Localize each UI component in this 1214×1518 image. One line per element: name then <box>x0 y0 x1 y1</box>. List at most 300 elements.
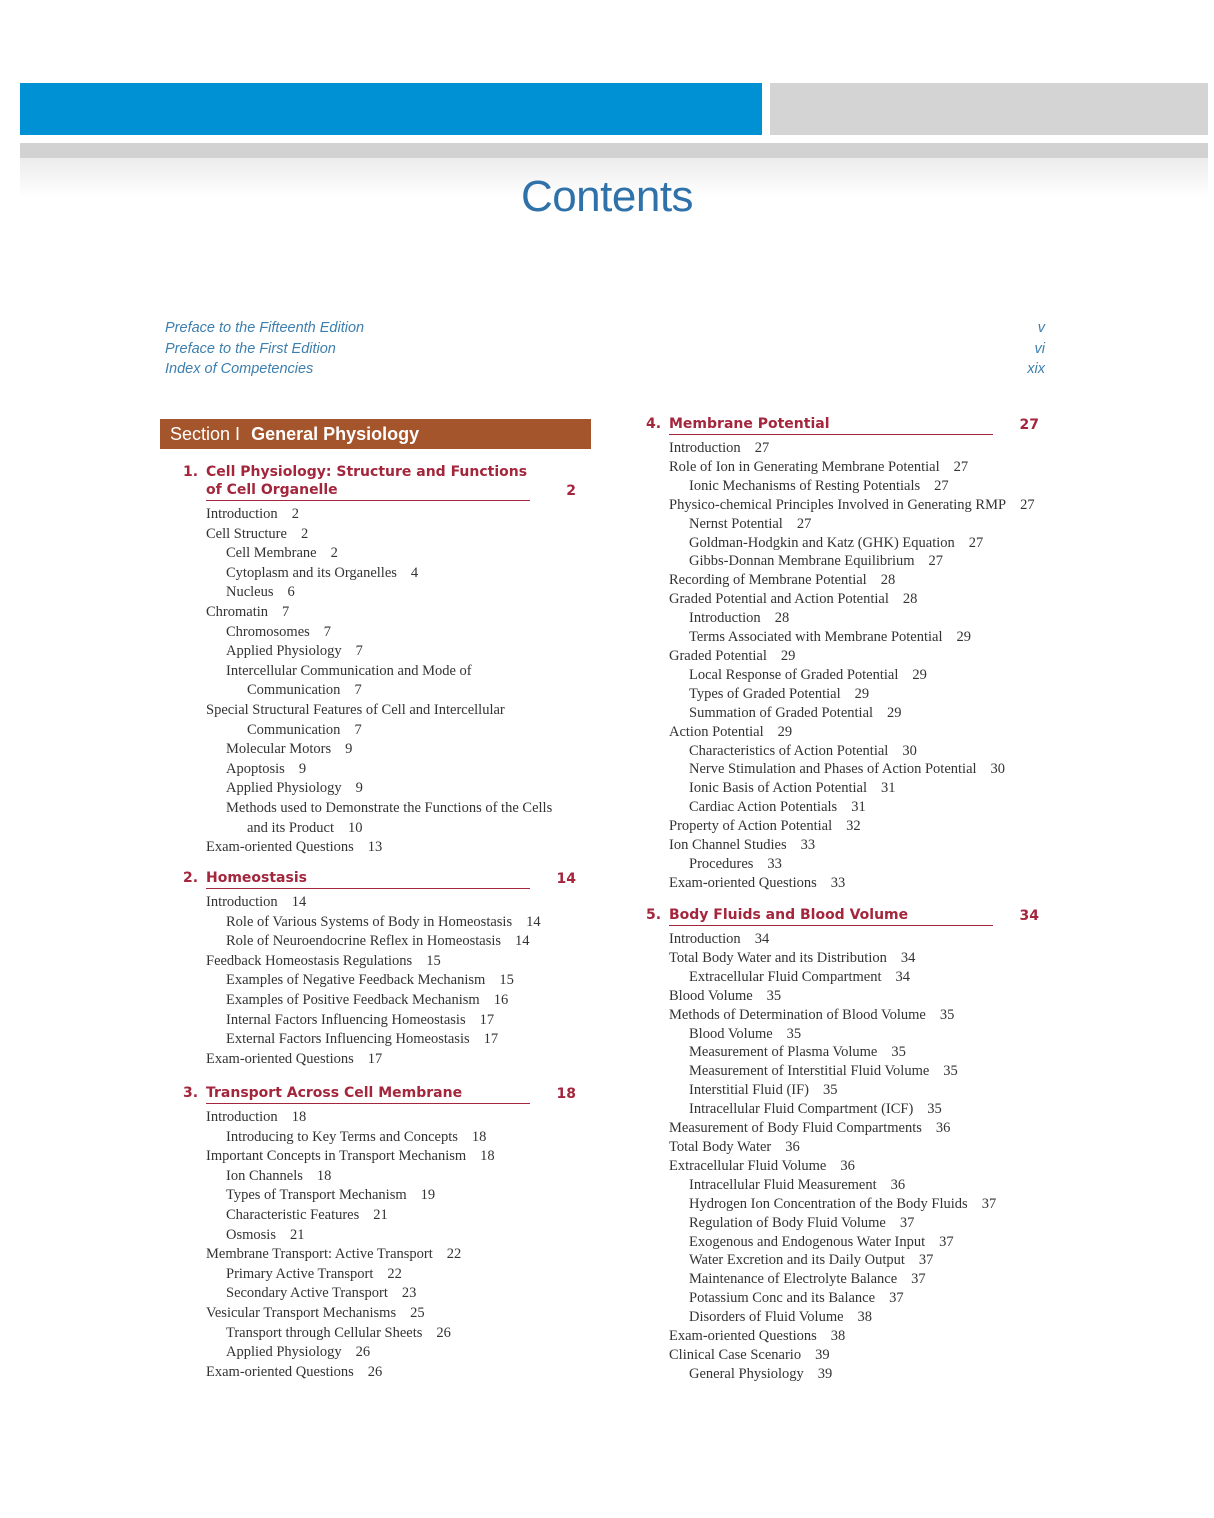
toc-entry-text: Disorders of Fluid Volume <box>689 1309 844 1326</box>
toc-entry-text: Introducing to Key Terms and Concepts <box>226 1128 458 1145</box>
toc-entry-page: 15 <box>426 952 441 969</box>
toc-entry[interactable] <box>669 930 993 949</box>
toc-entry-text: Recording of Membrane Potential <box>669 572 867 589</box>
toc-entry[interactable] <box>206 583 530 603</box>
toc-entry[interactable] <box>206 1226 530 1246</box>
toc-entry-page: 27 <box>928 553 944 570</box>
toc-entry-text: Introduction <box>689 610 761 627</box>
toc-entry-page: 26 <box>355 1344 371 1361</box>
toc-entry-text: Introduction <box>669 440 741 456</box>
toc-entry[interactable] <box>206 1011 530 1031</box>
toc-entry[interactable] <box>669 571 993 590</box>
toc-entry-page: 38 <box>857 1309 873 1326</box>
toc-entry-page: 17 <box>479 1011 495 1028</box>
toc-entry-page: 29 <box>854 685 870 702</box>
toc-entry[interactable] <box>669 836 993 855</box>
toc-entry[interactable] <box>206 838 530 858</box>
toc-entry-page: 22 <box>446 1246 462 1263</box>
toc-entry-text: Chromosomes <box>226 623 310 640</box>
toc-entry[interactable] <box>669 1346 993 1365</box>
chapter-page: 27 <box>1019 417 1039 433</box>
front-matter-page: v <box>1037 320 1045 336</box>
toc-entry[interactable] <box>669 798 993 817</box>
toc-entry-page: 7 <box>354 682 362 699</box>
toc-entry-text: Gibbs-Donnan Membrane Equilibrium <box>689 553 915 570</box>
toc-entry-page: 34 <box>895 968 910 985</box>
toc-entry-page: 9 <box>298 760 307 777</box>
toc-entry-text: Osmosis <box>226 1226 276 1243</box>
toc-entry-text: Summation of Graded Potential <box>689 704 874 721</box>
header-strip <box>20 143 1208 158</box>
toc-entry-page: 27 <box>968 534 984 551</box>
chapter-1 <box>183 463 576 858</box>
toc-entry[interactable] <box>669 609 993 628</box>
chapter-entries <box>206 1108 530 1382</box>
toc-entry[interactable] <box>206 1245 530 1265</box>
toc-entry-text: Property of Action Potential <box>669 818 833 835</box>
toc-entry-text: Potassium Conc and its Balance <box>689 1290 876 1307</box>
toc-entry[interactable] <box>206 971 530 991</box>
chapter-page: 18 <box>556 1086 576 1102</box>
toc-entry-text: Blood Volume <box>689 1025 773 1042</box>
toc-entry[interactable] <box>669 817 993 836</box>
toc-entry-page: 34 <box>900 949 916 966</box>
toc-entry-continued[interactable] <box>206 681 530 701</box>
toc-entry-page: 31 <box>851 799 866 816</box>
toc-entry[interactable] <box>669 1025 993 1044</box>
toc-entry-text: Ion Channels <box>226 1167 303 1184</box>
toc-entry-page: 14 <box>515 933 530 950</box>
toc-entry-page: 37 <box>889 1290 904 1307</box>
chapter-heading[interactable] <box>646 415 1039 435</box>
toc-entry-page: 37 <box>939 1233 954 1250</box>
toc-entry-page: 36 <box>935 1120 951 1137</box>
toc-entry-page: 7 <box>355 643 363 660</box>
toc-entry-page: 38 <box>830 1328 846 1345</box>
toc-entry-text: Intracellular Fluid Compartment (ICF) <box>689 1101 914 1118</box>
chapter-entries <box>206 893 541 1069</box>
toc-entry-page: 13 <box>367 839 383 856</box>
toc-entry[interactable] <box>669 628 993 647</box>
toc-entry-page: 17 <box>367 1050 383 1067</box>
chapter-title <box>669 415 993 435</box>
front-matter-page: vi <box>1034 341 1045 357</box>
toc-entry-text: Membrane Transport: Active Transport <box>206 1246 433 1263</box>
toc-entry-text: Examples of Negative Feedback Mechanism <box>226 972 486 989</box>
toc-entry-page: 14 <box>291 894 307 910</box>
toc-entry-text: Types of Transport Mechanism <box>226 1187 407 1204</box>
toc-entry-text: Introduction <box>206 1109 278 1125</box>
toc-entry-page: 33 <box>800 837 816 854</box>
toc-entry-page: 35 <box>927 1101 942 1118</box>
toc-entry[interactable] <box>669 1327 993 1346</box>
toc-entry-page: 6 <box>287 584 295 601</box>
toc-entry-text: Regulation of Body Fluid Volume <box>689 1214 886 1231</box>
toc-entry-text: Examples of Positive Feedback Mechanism <box>226 991 480 1008</box>
toc-entry-page: 27 <box>754 440 770 456</box>
toc-entry-text: Transport through Cellular Sheets <box>226 1324 423 1341</box>
chapter-number: 4. <box>646 416 662 432</box>
toc-entry-page: 9 <box>355 780 363 797</box>
toc-entry[interactable] <box>669 1100 993 1119</box>
toc-entry-page: 35 <box>786 1025 802 1042</box>
toc-entry[interactable] <box>669 458 993 477</box>
toc-entry-text: Physico-chemical Principles Involved in Generating RMP <box>669 496 1007 513</box>
toc-entry-page: 39 <box>815 1346 830 1363</box>
toc-entry[interactable] <box>669 1119 993 1138</box>
toc-entry[interactable] <box>206 1206 530 1226</box>
toc-entry-text: Exam-oriented Questions <box>206 1363 354 1380</box>
toc-entry-page: 30 <box>990 761 1006 778</box>
toc-entry[interactable] <box>206 544 530 564</box>
toc-entry-text: Introduction <box>206 894 278 910</box>
toc-entry[interactable] <box>669 534 993 553</box>
toc-entry-text: Ionic Basis of Action Potential <box>689 780 868 797</box>
toc-entry[interactable] <box>669 1270 993 1289</box>
chapter-title <box>206 1084 530 1104</box>
toc-entry[interactable] <box>206 1186 530 1206</box>
front-matter-label: Index of Competencies <box>165 361 314 377</box>
toc-entry-text: Total Body Water and its Distribution <box>669 949 887 966</box>
toc-entry[interactable] <box>206 1050 530 1070</box>
toc-entry[interactable] <box>206 740 530 760</box>
chapter-page: 2 <box>566 483 576 499</box>
front-matter-item[interactable] <box>165 320 1045 336</box>
chapter-number: 2. <box>183 870 199 886</box>
chapter-title-line: Cell Physiology: Structure and Functions <box>206 464 528 480</box>
toc-entry-page: 29 <box>956 629 971 646</box>
toc-entry[interactable] <box>206 564 530 584</box>
toc-entry[interactable] <box>669 968 993 987</box>
toc-entry-page: 36 <box>890 1176 906 1193</box>
toc-entry-text: Molecular Motors <box>226 741 332 758</box>
toc-entry-text: Cell Membrane <box>226 545 317 562</box>
chapter-title-line: Membrane Potential <box>669 416 830 432</box>
toc-entry[interactable] <box>669 949 993 968</box>
chapter-title-line: Homeostasis <box>206 870 307 886</box>
front-matter-label: Preface to the First Edition <box>165 341 336 357</box>
toc-entry-page: 2 <box>300 525 309 542</box>
toc-entry-text: Role of Various Systems of Body in Homeostasis <box>226 913 513 930</box>
toc-entry[interactable] <box>206 642 530 662</box>
toc-entry-text: Communication <box>247 721 341 738</box>
toc-entry[interactable] <box>206 505 530 525</box>
section-label: Section I <box>170 424 241 444</box>
toc-entry-text: Local Response of Graded Potential <box>689 666 899 683</box>
toc-entry-text: Methods of Determination of Blood Volume <box>669 1006 926 1023</box>
toc-entry[interactable] <box>669 1365 993 1384</box>
toc-entry-page: 2 <box>330 545 338 562</box>
toc-entry-text: Ion Channel Studies <box>669 837 787 854</box>
toc-entry[interactable] <box>206 1108 530 1128</box>
toc-entry-text: Extracellular Fluid Volume <box>669 1157 827 1174</box>
page-title: Contents <box>520 172 694 221</box>
toc-entry[interactable] <box>669 760 1006 779</box>
toc-entry[interactable] <box>669 1176 993 1195</box>
toc-entry-page: 36 <box>840 1157 855 1174</box>
toc-entry-text: Applied Physiology <box>226 1344 342 1361</box>
toc-entry[interactable] <box>206 1284 530 1304</box>
toc-entry[interactable] <box>206 1147 530 1167</box>
toc-entry-text: Introduction <box>669 931 741 947</box>
toc-entry-text: Types of Graded Potential <box>689 685 841 702</box>
toc-entry-page: 27 <box>934 477 949 494</box>
toc-entry-text: Feedback Homeostasis Regulations <box>206 952 413 969</box>
toc-entry-text: Primary Active Transport <box>226 1265 374 1282</box>
toc-entry[interactable] <box>669 685 993 704</box>
toc-entry[interactable] <box>206 1363 530 1383</box>
toc-entry-page: 27 <box>796 515 812 532</box>
toc-entry-text: Role of Ion in Generating Membrane Potential <box>669 458 940 475</box>
toc-entry[interactable] <box>669 723 993 742</box>
toc-entry-page: 4 <box>410 564 419 581</box>
chapter-4 <box>646 415 1039 893</box>
toc-entry[interactable] <box>206 1167 530 1187</box>
toc-entry-page: 28 <box>880 572 896 589</box>
toc-entry-page: 29 <box>912 666 927 683</box>
toc-entry[interactable] <box>669 1157 993 1176</box>
toc-entry[interactable] <box>669 1138 993 1157</box>
toc-entry[interactable] <box>669 1195 997 1214</box>
toc-entry[interactable] <box>669 742 993 761</box>
toc-entry-text: Important Concepts in Transport Mechanism <box>206 1148 467 1165</box>
toc-entry[interactable] <box>206 1324 530 1344</box>
chapter-title-line: of Cell Organelle <box>206 482 338 498</box>
toc-entry[interactable] <box>669 1308 993 1327</box>
toc-entry[interactable] <box>206 1030 530 1050</box>
chapter-heading[interactable] <box>183 1084 576 1104</box>
toc-entry-text: Characteristics of Action Potential <box>689 742 889 759</box>
toc-entry-text: Chromatin <box>206 603 269 620</box>
toc-entry-page: 27 <box>953 458 969 475</box>
toc-entry[interactable] <box>206 1265 530 1285</box>
toc-entry-text: External Factors Influencing Homeostasis <box>226 1031 470 1048</box>
toc-entry-page: 18 <box>316 1167 332 1184</box>
toc-entry[interactable] <box>206 1128 530 1148</box>
toc-entry-page: 37 <box>911 1271 926 1288</box>
toc-entry-text: Exam-oriented Questions <box>206 1050 354 1067</box>
toc-entry[interactable] <box>669 779 993 798</box>
toc-entry-text: Exam-oriented Questions <box>669 874 817 891</box>
toc-entry-page: 37 <box>981 1195 997 1212</box>
toc-entry-text: Interstitial Fluid (IF) <box>689 1082 810 1099</box>
toc-entry-page: 35 <box>766 987 782 1004</box>
toc-entry-text: Communication <box>247 682 341 699</box>
toc-entry-text: Secondary Active Transport <box>226 1285 388 1302</box>
toc-entry[interactable] <box>206 913 541 933</box>
toc-entry[interactable] <box>669 515 993 534</box>
toc-entry[interactable] <box>669 987 993 1006</box>
toc-entry[interactable] <box>669 1251 993 1270</box>
header-gray-bar <box>770 83 1208 135</box>
toc-entry-text: General Physiology <box>689 1365 804 1382</box>
chapter-page: 34 <box>1019 908 1039 924</box>
chapter-5 <box>646 906 1039 1384</box>
toc-entry[interactable] <box>669 1043 993 1062</box>
toc-entry-page: 35 <box>939 1006 955 1023</box>
front-matter-label: Preface to the Fifteenth Edition <box>165 320 365 336</box>
toc-entry-text: Introduction <box>206 506 278 522</box>
toc-entry-text: Apoptosis <box>226 760 285 777</box>
toc-entry-page: 35 <box>891 1044 906 1061</box>
section-title: General Physiology <box>251 424 420 444</box>
toc-entry-page: 29 <box>780 647 796 664</box>
toc-entry-text: Exogenous and Endogenous Water Input <box>689 1233 926 1250</box>
chapter-entries <box>206 505 553 858</box>
toc-entry[interactable] <box>669 1214 993 1233</box>
toc-entry-page: 22 <box>387 1265 402 1282</box>
toc-entry-text: Action Potential <box>669 723 764 740</box>
toc-entry[interactable] <box>669 647 993 666</box>
toc-entry-text: Cardiac Action Potentials <box>689 799 838 816</box>
toc-entry[interactable] <box>669 496 1035 515</box>
toc-entry-page: 2 <box>291 506 299 522</box>
toc-entry-page: 36 <box>785 1138 800 1155</box>
toc-entry-text: Cytoplasm and its Organelles <box>226 564 397 581</box>
toc-entry-text: Role of Neuroendocrine Reflex in Homeostasis <box>226 933 502 950</box>
toc-entry[interactable] <box>206 991 530 1011</box>
toc-entry-page: 37 <box>918 1252 934 1269</box>
chapter-2 <box>183 869 576 1069</box>
toc-entry-text: Graded Potential and Action Potential <box>669 591 889 608</box>
toc-entry[interactable] <box>669 855 993 874</box>
toc-entry[interactable] <box>669 1006 993 1025</box>
toc-entry-text: Measurement of Plasma Volume <box>689 1044 878 1061</box>
toc-entry[interactable] <box>206 1304 530 1324</box>
toc-entry[interactable] <box>669 1233 993 1252</box>
toc-entry-page: 26 <box>367 1363 383 1380</box>
toc-entry-text: Hydrogen Ion Concentration of the Body Fluids <box>689 1195 968 1212</box>
chapter-3 <box>183 1084 576 1382</box>
toc-entry[interactable] <box>206 603 530 623</box>
toc-entry-page: 15 <box>499 972 514 989</box>
toc-entry-page: 26 <box>436 1324 451 1341</box>
toc-entry-text: Measurement of Body Fluid Compartments <box>669 1120 922 1137</box>
toc-entry[interactable] <box>206 760 530 780</box>
toc-entry-page: 32 <box>846 818 861 835</box>
toc-entry[interactable]: Methods used to Demonstrate the Functions of the Cells <box>226 799 553 816</box>
toc-entry-text: Exam-oriented Questions <box>206 839 354 856</box>
toc-entry-page: 33 <box>830 874 846 891</box>
toc-entry-text: Terms Associated with Membrane Potential <box>689 629 943 646</box>
toc-entry-page: 25 <box>410 1304 425 1321</box>
toc-entry[interactable] <box>206 525 530 545</box>
toc-entry[interactable] <box>669 477 993 496</box>
toc-entry-continued[interactable] <box>206 721 530 741</box>
toc-entry-text: Measurement of Interstitial Fluid Volume <box>689 1063 930 1080</box>
toc-entry-page: 7 <box>354 721 362 738</box>
toc-entry-text: Nerve Stimulation and Phases of Action Potential <box>689 761 977 778</box>
front-matter-item[interactable] <box>165 361 1045 377</box>
chapter-page: 14 <box>556 871 576 887</box>
chapter-title <box>206 869 530 889</box>
toc-entry-page: 30 <box>902 742 917 759</box>
toc-entry-page: 27 <box>1020 496 1035 513</box>
toc-entry[interactable] <box>669 1289 993 1308</box>
chapter-title <box>669 906 993 926</box>
toc-entry-page: 21 <box>289 1226 305 1243</box>
toc-entry-page: 7 <box>282 603 290 620</box>
toc-entry-text: Procedures <box>689 855 754 872</box>
toc-entry-page: 31 <box>881 780 896 797</box>
toc-entry-page: 28 <box>902 591 918 608</box>
chapter-number: 3. <box>183 1085 199 1101</box>
toc-entry[interactable] <box>206 779 530 799</box>
toc-entry-text: Blood Volume <box>669 987 753 1004</box>
toc-entry-text: Goldman-Hodgkin and Katz (GHK) Equation <box>689 534 955 551</box>
toc-entry[interactable] <box>669 439 993 458</box>
chapter-title <box>206 463 530 501</box>
toc-entry[interactable] <box>669 1081 993 1100</box>
chapter-title-line: Transport Across Cell Membrane <box>206 1085 463 1101</box>
toc-entry-text: Total Body Water <box>669 1138 772 1155</box>
toc-entry-page: 29 <box>777 723 793 740</box>
toc-entry-text: Vesicular Transport Mechanisms <box>206 1304 397 1321</box>
toc-entry-page: 19 <box>420 1187 436 1204</box>
toc-entry-page: 7 <box>323 623 332 640</box>
chapter-heading[interactable] <box>646 906 1039 926</box>
toc-entry[interactable] <box>206 1343 530 1363</box>
toc-entry-text: Characteristic Features <box>226 1206 360 1223</box>
toc-entry-text: Intracellular Fluid Measurement <box>689 1176 877 1193</box>
toc-entry[interactable] <box>669 704 993 723</box>
toc-entry-page: 18 <box>471 1128 487 1145</box>
toc-entry[interactable] <box>206 893 530 913</box>
toc-entry-page: 18 <box>480 1148 495 1165</box>
chapter-number: 1. <box>183 464 199 480</box>
toc-entry[interactable] <box>206 932 530 952</box>
toc-entry-page: 35 <box>823 1082 838 1099</box>
chapter-heading[interactable] <box>183 463 576 501</box>
toc-entry-text: Graded Potential <box>669 647 767 664</box>
toc-entry-continued[interactable] <box>206 819 530 839</box>
chapter-title-line: Body Fluids and Blood Volume <box>669 907 909 923</box>
toc-entry-page: 18 <box>291 1109 307 1125</box>
toc-entry-page: 10 <box>348 819 363 836</box>
toc-entry-text: Applied Physiology <box>226 780 342 797</box>
toc-entry-text: Extracellular Fluid Compartment <box>689 968 882 985</box>
toc-entry[interactable] <box>669 552 993 571</box>
toc-entry[interactable] <box>206 952 530 972</box>
toc-entry-page: 21 <box>373 1206 388 1223</box>
toc-entry[interactable] <box>669 1062 993 1081</box>
toc-entry-text: and its Product <box>247 819 334 836</box>
chapter-entries <box>669 439 1035 893</box>
toc-entry-page: 35 <box>943 1063 958 1080</box>
chapter-number: 5. <box>646 907 662 923</box>
toc-entry-page: 29 <box>887 704 902 721</box>
toc-entry[interactable] <box>669 666 993 685</box>
toc-entry[interactable]: Special Structural Features of Cell and Intercellular <box>206 701 505 718</box>
toc-entry[interactable] <box>206 623 530 643</box>
toc-entry-page: 33 <box>767 855 782 872</box>
toc-entry-text: Internal Factors Influencing Homeostasis <box>226 1011 466 1028</box>
toc-entry-page: 16 <box>493 991 509 1008</box>
front-matter-page: xix <box>1027 361 1045 377</box>
toc-entry[interactable] <box>669 874 993 893</box>
toc-entry[interactable]: Intercellular Communication and Mode of <box>226 662 472 679</box>
toc-entry-page: 14 <box>526 913 541 930</box>
front-matter-item[interactable] <box>165 341 1045 357</box>
toc-entry-text: Nernst Potential <box>689 515 783 532</box>
header-blue-bar <box>20 83 762 135</box>
chapter-entries <box>669 930 997 1384</box>
toc-entry-text: Ionic Mechanisms of Resting Potentials <box>689 477 921 494</box>
toc-entry-page: 37 <box>899 1214 915 1231</box>
toc-entry-text: Exam-oriented Questions <box>669 1328 817 1345</box>
toc-entry[interactable] <box>669 590 993 609</box>
chapter-heading[interactable] <box>183 869 576 889</box>
